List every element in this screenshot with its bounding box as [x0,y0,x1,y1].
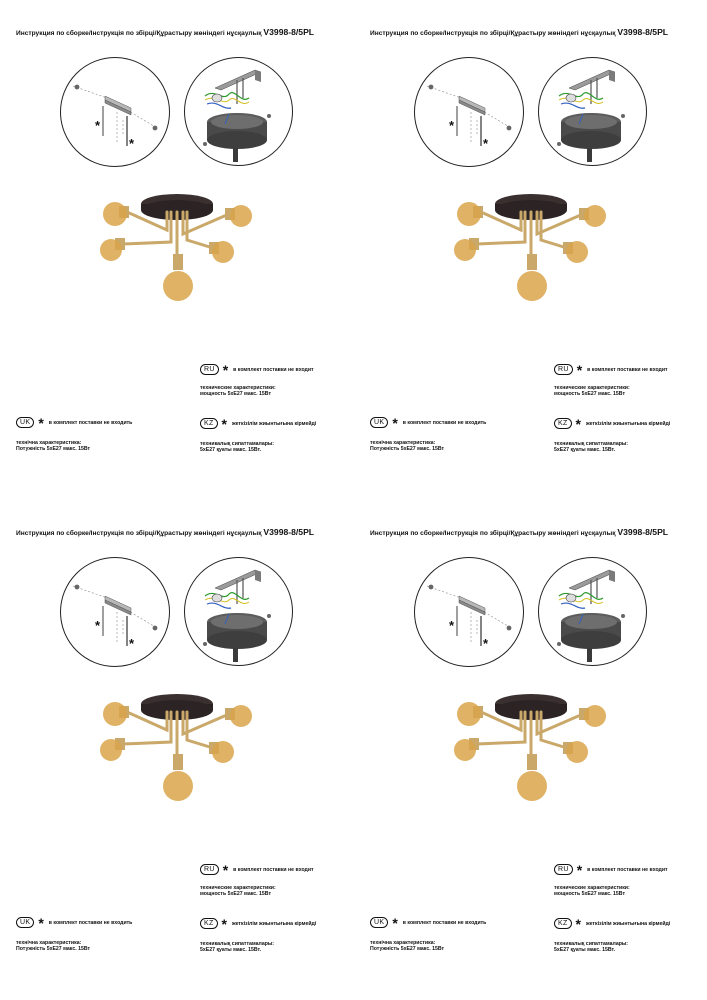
lang-badge-ru: RU [554,864,573,875]
asterisk-icon: * [222,861,229,878]
lang-badge-kz: KZ [200,918,218,929]
title-text: Инструкция по сборке/Інструкція по збірці/Құрастыру жөніндегі нұсқаулық [16,30,262,37]
spec-ru-value: мощность 5xE27 макс. 15Вт [554,891,625,898]
asterisk-icon: * [575,915,581,932]
note-uk-text: в комплект поставки не входить [402,419,487,426]
note-ru [200,361,314,378]
spec-uk-value: Потужність 5xE27 макс. 15Вт [16,946,91,953]
note-uk-text: в комплект поставки не входить [48,419,133,426]
model-number: V3998-8/5PL [617,527,669,537]
spec-kz-title: техникалық сипаттамалары: [200,441,275,447]
note-kz [554,415,671,432]
asterisk-icon: * [449,118,455,133]
asterisk-icon: * [449,618,455,633]
lang-badge-kz: KZ [554,918,572,929]
note-ru-text: в комплект поставки не входит [587,866,668,873]
spec-kz-value: 5xE27 қуаты макс. 15Вт. [554,947,616,954]
spec-kz-title: техникалық сипаттамалары: [200,941,275,947]
note-kz [200,915,317,932]
spec-uk-title: технічна характеристика: [370,940,436,946]
asterisk-icon: * [575,415,581,432]
spec-uk [370,440,444,453]
spec-uk [16,940,90,953]
spec-kz-title: техникалық сипаттамалары: [554,441,629,447]
step-wiring-canopy [184,57,293,166]
spec-uk-value: Потужність 5xE27 макс. 15Вт [370,946,445,953]
lang-badge-uk: UK [370,917,388,928]
asterisk-icon: * [38,414,44,431]
note-ru [554,861,668,878]
spec-ru-value: мощность 5xE27 макс. 15Вт [200,891,271,898]
spec-ru-title: технические характеристики: [554,885,630,891]
sheet-top-right [354,0,707,500]
spec-uk-value: Потужність 5xE27 макс. 15Вт [16,446,91,453]
spec-uk-value: Потужність 5xE27 макс. 15Вт [370,446,445,453]
step-wiring-canopy [538,57,647,166]
step-mounting-bracket [414,557,524,667]
spec-uk [16,440,90,453]
note-kz-text: жеткізілім жиынтығына кірмейді [232,920,317,927]
spec-kz [200,441,274,454]
note-uk [16,414,133,431]
spec-ru [200,385,276,398]
wiring-illustration [539,58,646,165]
bracket-illustration [415,58,523,166]
spec-kz [554,941,628,954]
spec-ru-value: мощность 5xE27 макс. 15Вт [554,391,625,398]
asterisk-icon: * [38,914,44,931]
spec-kz [200,941,274,954]
asterisk-icon: * [576,361,583,378]
asterisk-icon: * [483,636,489,651]
step-wiring-canopy [538,557,647,666]
spec-ru-title: технические характеристики: [200,385,276,391]
asterisk-icon: * [392,414,398,431]
note-uk-text: в комплект поставки не входить [48,919,133,926]
model-number: V3998-8/5PL [263,27,315,37]
note-kz [554,915,671,932]
sheet-title [16,27,314,37]
lang-badge-ru: RU [200,864,219,875]
step-wiring-canopy [184,557,293,666]
bracket-illustration [61,58,169,166]
note-uk [370,414,487,431]
spec-ru [200,885,276,898]
asterisk-icon: * [95,118,101,133]
asterisk-icon: * [221,415,227,432]
asterisk-icon: * [222,361,229,378]
lang-badge-uk: UK [16,417,34,428]
sheet-title [370,27,668,37]
spec-ru-title: технические характеристики: [200,885,276,891]
title-text: Инструкция по сборке/Інструкція по збірці/Құрастыру жөніндегі нұсқаулық [370,30,616,37]
spec-uk-title: технічна характеристика: [16,440,82,446]
spec-uk [370,940,444,953]
lang-badge-ru: RU [200,364,219,375]
asterisk-icon: * [95,618,101,633]
spec-ru [554,885,630,898]
spec-uk-title: технічна характеристика: [16,940,82,946]
product-illustration [95,190,265,320]
lang-badge-kz: KZ [200,418,218,429]
model-number: V3998-8/5PL [617,27,669,37]
sheet-top-left [0,0,353,500]
bracket-illustration [61,558,169,666]
step-mounting-bracket [414,57,524,167]
spec-kz-value: 5xE27 қуаты макс. 15Вт. [200,447,262,454]
note-uk-text: в комплект поставки не входить [402,919,487,926]
step-mounting-bracket [60,57,170,167]
asterisk-icon: * [576,861,583,878]
spec-kz-value: 5xE27 қуаты макс. 15Вт. [554,447,616,454]
product-illustration [449,190,619,320]
asterisk-icon: * [483,136,489,151]
asterisk-icon: * [221,915,227,932]
title-text: Инструкция по сборке/Інструкція по збірці/Құрастыру жөніндегі нұсқаулық [370,530,616,537]
spec-ru-title: технические характеристики: [554,385,630,391]
note-kz [200,415,317,432]
sheet-bottom-left [0,500,353,1000]
sheet-title [16,527,314,537]
product-illustration [449,690,619,820]
spec-kz-value: 5xE27 қуаты макс. 15Вт. [200,947,262,954]
model-number: V3998-8/5PL [263,527,315,537]
lang-badge-ru: RU [554,364,573,375]
note-ru [554,361,668,378]
spec-kz-title: техникалық сипаттамалары: [554,941,629,947]
asterisk-icon: * [129,636,135,651]
lang-badge-uk: UK [16,917,34,928]
spec-uk-title: технічна характеристика: [370,440,436,446]
note-ru [200,861,314,878]
note-kz-text: жеткізілім жиынтығына кірмейді [586,920,671,927]
note-ru-text: в комплект поставки не входит [233,366,314,373]
step-mounting-bracket [60,557,170,667]
sheet-title [370,527,668,537]
wiring-illustration [185,558,292,665]
asterisk-icon: * [129,136,135,151]
note-kz-text: жеткізілім жиынтығына кірмейді [232,420,317,427]
spec-ru-value: мощность 5xE27 макс. 15Вт [200,391,271,398]
note-uk [16,914,133,931]
asterisk-icon: * [392,914,398,931]
note-ru-text: в комплект поставки не входит [233,866,314,873]
product-illustration [95,690,265,820]
note-ru-text: в комплект поставки не входит [587,366,668,373]
note-uk [370,914,487,931]
title-text: Инструкция по сборке/Інструкція по збірці/Құрастыру жөніндегі нұсқаулық [16,530,262,537]
bracket-illustration [415,558,523,666]
spec-ru [554,385,630,398]
sheet-bottom-right [354,500,707,1000]
note-kz-text: жеткізілім жиынтығына кірмейді [586,420,671,427]
lang-badge-uk: UK [370,417,388,428]
spec-kz [554,441,628,454]
wiring-illustration [185,58,292,165]
lang-badge-kz: KZ [554,418,572,429]
wiring-illustration [539,558,646,665]
